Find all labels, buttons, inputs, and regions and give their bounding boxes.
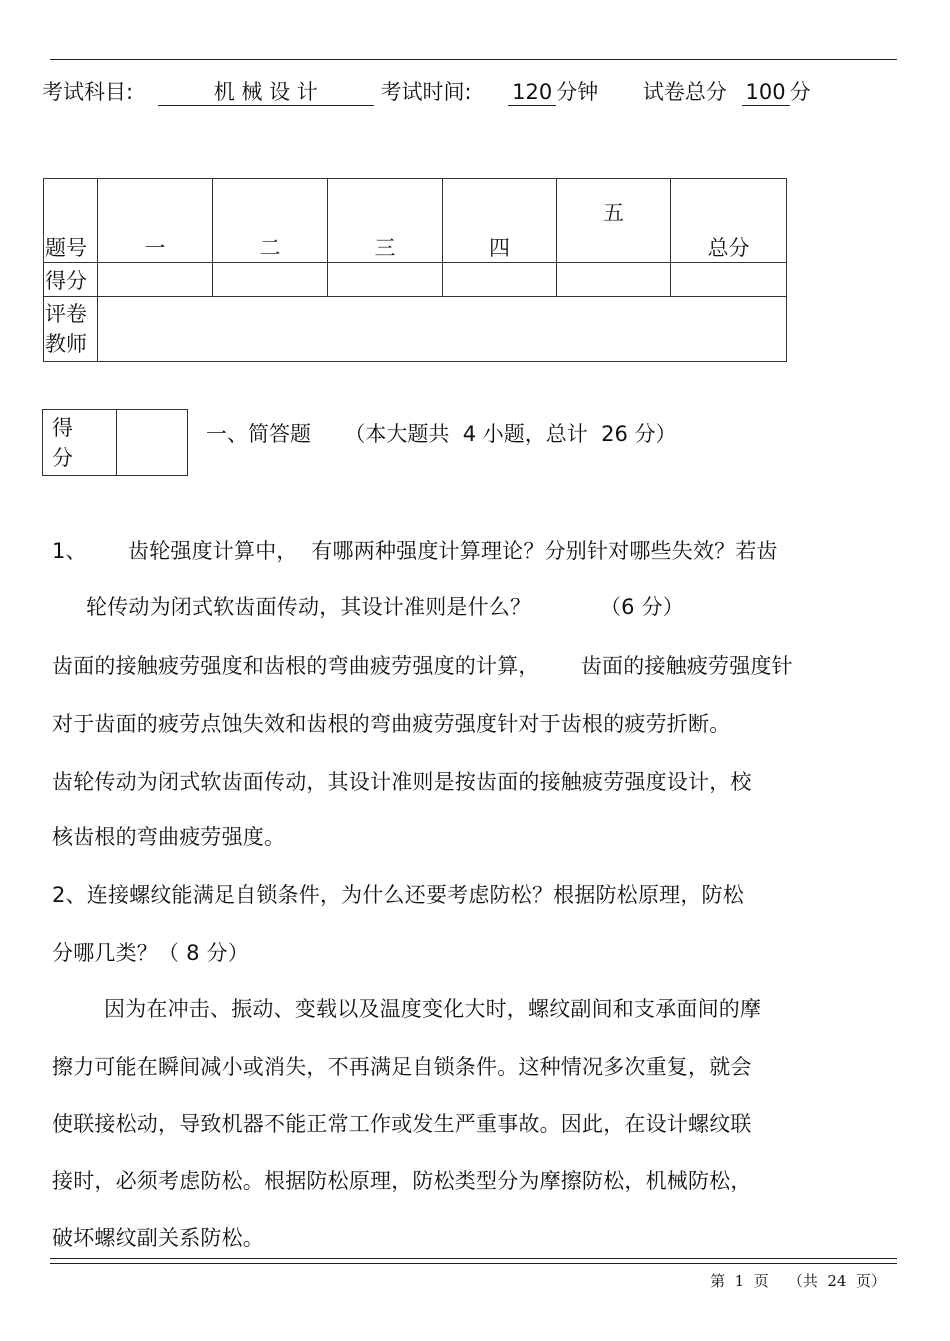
- column-header: 三: [328, 179, 443, 263]
- teacher-label: [44, 297, 98, 362]
- question-2-line-2: 分哪几类？（ 8 分）: [52, 941, 249, 965]
- question-1-line-1: 1、 齿轮强度计算中， 有哪两种强度计算理论？分别针对哪些失效？若齿: [52, 539, 778, 563]
- score-cell: [443, 263, 557, 297]
- exam-header: [42, 76, 811, 106]
- answer-2-line-3: 使联接松动，导致机器不能正常工作或发生严重事故。因此，在设计螺纹联: [52, 1112, 752, 1136]
- column-header-total: 总分: [671, 179, 787, 263]
- answer-2-line-5: 破坏螺纹副关系防松。: [52, 1226, 264, 1250]
- score-table: [43, 178, 787, 362]
- score-cell: [557, 263, 671, 297]
- answer-1-line-2: 对于齿面的疲劳点蚀失效和齿根的弯曲疲劳强度针对于齿根的疲劳折断。: [52, 712, 731, 736]
- subject-value: 机 械 设 计: [158, 79, 374, 106]
- score-cell: [213, 263, 328, 297]
- answer-2-line-1: 因为在冲击、振动、变载以及温度变化大时，螺纹副间和支承面间的摩: [104, 997, 762, 1021]
- time-value: 120: [508, 79, 556, 106]
- column-header: 五: [557, 179, 671, 263]
- score-cell: [328, 263, 443, 297]
- column-header: 四: [443, 179, 557, 263]
- time-unit: 分钟: [556, 80, 599, 104]
- section-score-label: [43, 410, 117, 476]
- teacher-label-line1: 评卷: [45, 302, 87, 326]
- section-score-box: [42, 409, 188, 476]
- answer-1-line-1: 齿面的接触疲劳强度和齿根的弯曲疲劳强度的计算， 齿面的接触疲劳强度针: [52, 654, 793, 678]
- teacher-row: [44, 297, 787, 362]
- top-rule: [50, 59, 897, 60]
- bottom-rule-1: [50, 1258, 897, 1259]
- subject-label: 考试科目:: [42, 80, 134, 104]
- answer-1-line-3: 齿轮传动为闭式软齿面传动，其设计准则是按齿面的接触疲劳强度设计，校: [52, 770, 752, 794]
- teacher-label-line2: 教师: [45, 332, 87, 356]
- section-score-label-line2: 分: [52, 445, 73, 470]
- answer-2-line-4: 接时，必须考虑防松。根据防松原理，防松类型分为摩擦防松，机械防松，: [52, 1169, 752, 1193]
- question-1-line-2: 轮传动为闭式软齿面传动，其设计准则是什么？ （6 分）: [86, 595, 684, 619]
- total-unit: 分: [789, 80, 811, 104]
- column-header: 一: [98, 179, 213, 263]
- section-score-cell: [117, 410, 188, 476]
- total-value: 100: [742, 79, 790, 106]
- column-header: 二: [213, 179, 328, 263]
- score-label: 得分: [44, 263, 98, 297]
- answer-1-line-4: 核齿根的弯曲疲劳强度。: [52, 825, 286, 849]
- section-score-label-line1: 得: [52, 415, 73, 440]
- score-cell: [671, 263, 787, 297]
- time-label: 考试时间:: [380, 80, 472, 104]
- score-row: [44, 263, 787, 297]
- score-cell: [98, 263, 213, 297]
- section-title: 一、简答题 （本大题共 4 小题，总计 26 分）: [206, 422, 677, 446]
- total-label: 试卷总分: [642, 80, 727, 104]
- question-number-label: 题号: [44, 179, 98, 263]
- bottom-rule-2: [50, 1263, 897, 1264]
- teacher-cell: [98, 297, 787, 362]
- page-footer: 第 1 页 （共 24 页）: [710, 1272, 886, 1290]
- question-number-row: [44, 179, 787, 263]
- answer-2-line-2: 擦力可能在瞬间减小或消失，不再满足自锁条件。这种情况多次重复，就会: [52, 1055, 752, 1079]
- question-2-line-1: 2、连接螺纹能满足自锁条件，为什么还要考虑防松？根据防松原理，防松: [52, 883, 744, 907]
